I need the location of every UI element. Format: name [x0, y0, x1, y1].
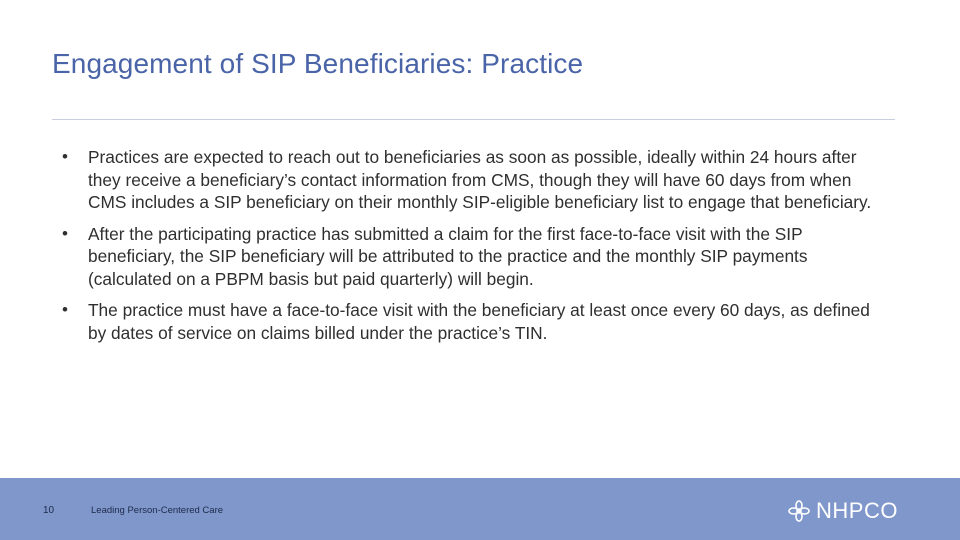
bullet-text: The practice must have a face-to-face visit with the beneficiary at least once every 60 days, as defined by dates of service on claims billed under the practice’s TIN. — [88, 300, 870, 343]
footer-tagline: Leading Person-Centered Care — [91, 505, 224, 516]
bullet-item — [62, 223, 892, 291]
bullet-list — [62, 146, 892, 353]
bullet-text: Practices are expected to reach out to beneficiaries as soon as possible, ideally within 24 hours after they receive a beneficiary’s contact information from CMS, though they will have 60 days from when CMS includes a SIP beneficiary on their monthly SIP-eligible beneficiary list to engage that beneficiary. — [88, 147, 872, 212]
bullet-marker: • — [62, 223, 68, 243]
bullet-text: After the participating practice has submitted a claim for the first face-to-face visit with the SIP beneficiary, the SIP beneficiary will be attributed to the practice and the monthly SIP payments (calculated on a PBPM basis but paid quarterly) will begin. — [88, 223, 808, 289]
logo-wordmark: NHPCO — [816, 498, 898, 523]
bullet-item — [62, 146, 892, 214]
bullet-marker: • — [62, 147, 68, 166]
page-number: 10 — [43, 505, 55, 516]
slide-title: Engagement of SIP Beneficiaries: Practice — [52, 48, 584, 79]
footer-band — [0, 478, 960, 540]
bullet-marker: • — [62, 300, 68, 319]
nhpco-logo — [787, 498, 898, 524]
flower-icon — [787, 499, 811, 523]
title-divider — [52, 119, 895, 120]
bullet-item — [62, 299, 892, 344]
